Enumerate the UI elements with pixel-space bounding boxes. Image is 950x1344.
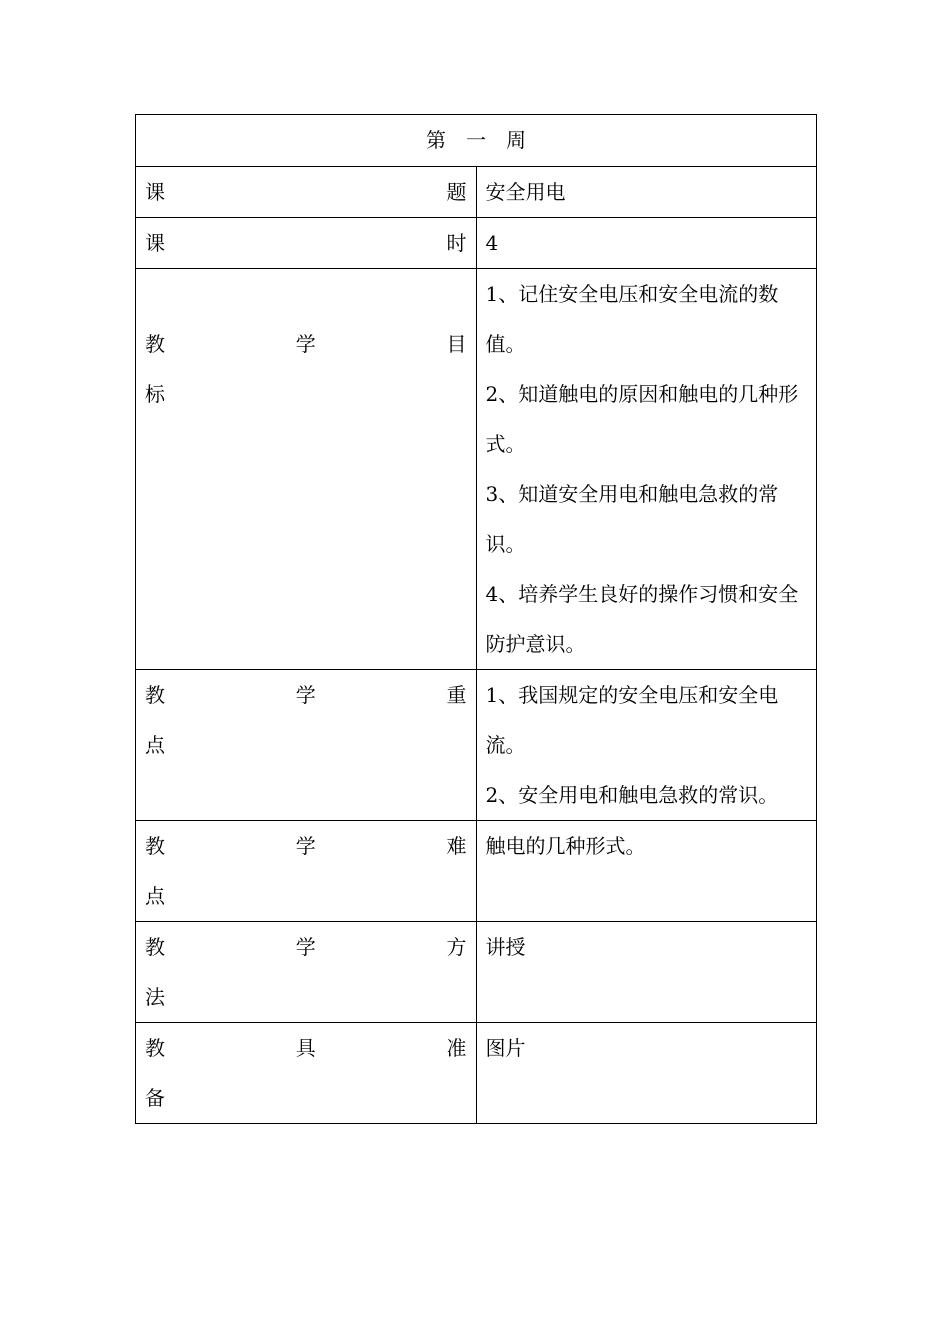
materials-label: 教 具 准 备 — [136, 1023, 477, 1124]
key-point-item: 2、安全用电和触电急救的常识。 — [485, 783, 779, 807]
objective-item: 2、知道触电的原因和触电的几种形式。 — [485, 382, 799, 456]
key-points-row — [136, 670, 817, 821]
method-row — [136, 922, 817, 1023]
hours-value: 4 — [476, 218, 817, 269]
materials-value: 图片 — [476, 1023, 817, 1124]
week-title: 第 一 周 — [136, 115, 817, 167]
hours-row — [136, 218, 817, 269]
hours-label: 课 时 — [136, 218, 477, 269]
objectives-list — [476, 269, 817, 670]
method-value: 讲授 — [476, 922, 817, 1023]
key-points-list — [476, 670, 817, 821]
week-row — [136, 115, 817, 167]
difficulties-label: 教 学 难 点 — [136, 821, 477, 922]
objective-item: 1、记住安全电压和安全电流的数值。 — [485, 282, 779, 356]
topic-value: 安全用电 — [476, 167, 817, 218]
topic-row — [136, 167, 817, 218]
difficulties-value: 触电的几种形式。 — [476, 821, 817, 922]
topic-label: 课 题 — [136, 167, 477, 218]
objectives-label: 教 学 目 标 — [136, 269, 477, 670]
method-label: 教 学 方 法 — [136, 922, 477, 1023]
objectives-row — [136, 269, 817, 670]
objective-item: 4、培养学生良好的操作习惯和安全防护意识。 — [485, 582, 799, 656]
materials-row — [136, 1023, 817, 1124]
lesson-plan-table — [135, 114, 817, 1124]
difficulties-row — [136, 821, 817, 922]
key-points-label: 教 学 重 点 — [136, 670, 477, 821]
objective-item: 3、知道安全用电和触电急救的常识。 — [485, 482, 779, 556]
key-point-item: 1、我国规定的安全电压和安全电流。 — [485, 683, 779, 757]
